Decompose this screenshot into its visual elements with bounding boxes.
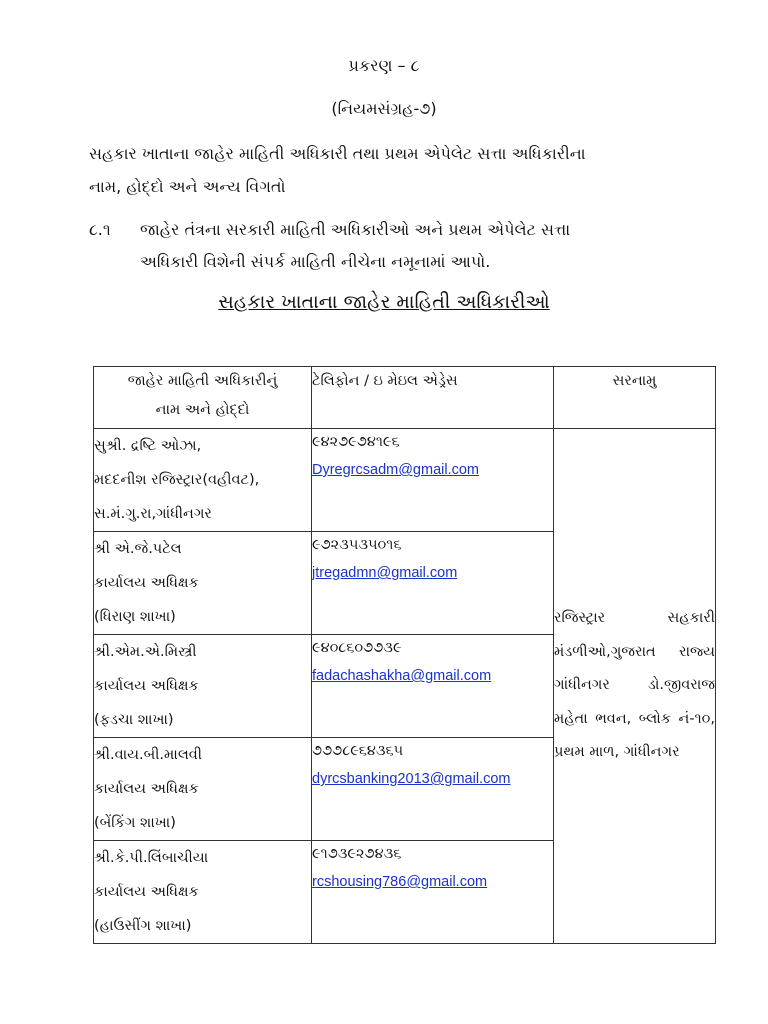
officer-name-cell — [94, 429, 312, 532]
chapter-heading: પ્રકરણ – ૮ — [348, 56, 420, 75]
officer-name-cell — [94, 738, 312, 841]
officer-name-cell — [94, 841, 312, 944]
table-header-row — [94, 367, 716, 429]
officer-contact-cell — [312, 532, 554, 635]
officer-name-cell — [94, 532, 312, 635]
officer-office: (બેંકિંગ શાખા) — [94, 815, 176, 831]
header-name-line-1: જાહેર માહિતી અધિકારીનું — [127, 373, 278, 389]
officer-name: શ્રી.કે.પી.લિંબાચીયા — [94, 850, 209, 866]
section-title: સહકાર ખાતાના જાહેર માહિતી અધિકારીઓ — [218, 291, 550, 313]
officer-phone: ૯૭૨૩૫૩૫૦૧૬ — [312, 537, 402, 553]
officer-name: શ્રી એ.જે.પટેલ — [94, 541, 182, 557]
officer-name-cell — [94, 635, 312, 738]
officer-designation: કાર્યાલય અધિક્ષક — [94, 884, 199, 900]
header-name-line-2: નામ અને હોદ્દો — [155, 402, 250, 418]
office-address: રજિસ્ટ્રાર સહકારી મંડળીઓ,ગુજરાત રાજ્ય ગાંધીનગર ડો.જીવરાજ મહેતા ભવન, બ્લોક નં-૧૦, પ્રથમ માળ, ગાંધીનગર — [554, 429, 716, 944]
officer-office: (ધિરાણ શાખા) — [94, 609, 176, 625]
intro-line-1: સહકાર ખાતાના જાહેર માહિતી અધિકારી તથા પ્રથમ એપેલેટ સત્તા અધિકારીના — [89, 144, 586, 163]
officer-designation: કાર્યાલય અધિક્ષક — [94, 678, 199, 694]
officer-designation: કાર્યાલય અધિક્ષક — [94, 575, 199, 591]
officer-email-link[interactable]: dyrcsbanking2013@gmail.com — [312, 771, 511, 787]
officer-contact-cell — [312, 429, 554, 532]
officer-designation: મદદનીશ રજિસ્ટ્રાર(વહીવટ), — [94, 472, 260, 488]
officer-office: સ.મં.ગુ.રા,ગાંધીનગર — [94, 506, 212, 522]
officer-contact-cell — [312, 841, 554, 944]
point-text — [140, 214, 680, 278]
officer-name: સુશ્રી. દ્રષ્ટિ ઓઝા, — [94, 438, 202, 454]
intro-line-2: નામ, હોદ્દો અને અન્ય વિગતો — [89, 177, 286, 196]
officer-name: શ્રી.વાય.બી.માલવી — [94, 747, 202, 763]
point-line-2: અધિકારી વિશેની સંપર્ક માહિતી નીચેના નમૂનામાં આપો. — [140, 252, 491, 271]
officer-email-link[interactable]: Dyregrcsadm@gmail.com — [312, 462, 480, 478]
officers-table — [93, 366, 716, 944]
point-number: ૮.૧ — [89, 220, 111, 239]
table-row — [94, 429, 716, 532]
officer-contact-cell — [312, 635, 554, 738]
header-name-designation — [94, 367, 312, 429]
officer-phone: ૯૧૭૩૯૨૭૪૩૬ — [312, 846, 402, 862]
officer-phone: ૯૪૨૭૯૭૪૧૯૬ — [312, 434, 400, 450]
officer-office: (ફડચા શાખા) — [94, 712, 174, 728]
officer-contact-cell — [312, 738, 554, 841]
officer-designation: કાર્યાલય અધિક્ષક — [94, 781, 199, 797]
header-contact: ટેલિફોન / ઇ મેઇલ એડ્રેસ — [312, 367, 554, 429]
point-line-1: જાહેર તંત્રના સરકારી માહિતી અધિકારીઓ અને પ્રથમ એપેલેટ સત્તા — [140, 220, 571, 239]
header-address: સરનામુ — [554, 367, 716, 429]
officer-email-link[interactable]: fadachashakha@gmail.com — [312, 668, 492, 684]
officer-phone: ૯૪૦૮૬૦૭૭૩૯ — [312, 640, 402, 656]
intro-paragraph — [89, 137, 689, 203]
officer-email-link[interactable]: rcshousing786@gmail.com — [312, 874, 488, 890]
officer-name: શ્રી.એમ.એ.મિસ્ત્રી — [94, 644, 197, 660]
rules-subheading: (નિયમસંગ્રહ-૭) — [331, 99, 437, 118]
officer-office: (હાઉસીંગ શાખા) — [94, 918, 192, 934]
officer-email-link[interactable]: jtregadmn@gmail.com — [312, 565, 458, 581]
officer-phone: ૭૭૭૮૯૬૪૩૬૫ — [312, 743, 404, 759]
